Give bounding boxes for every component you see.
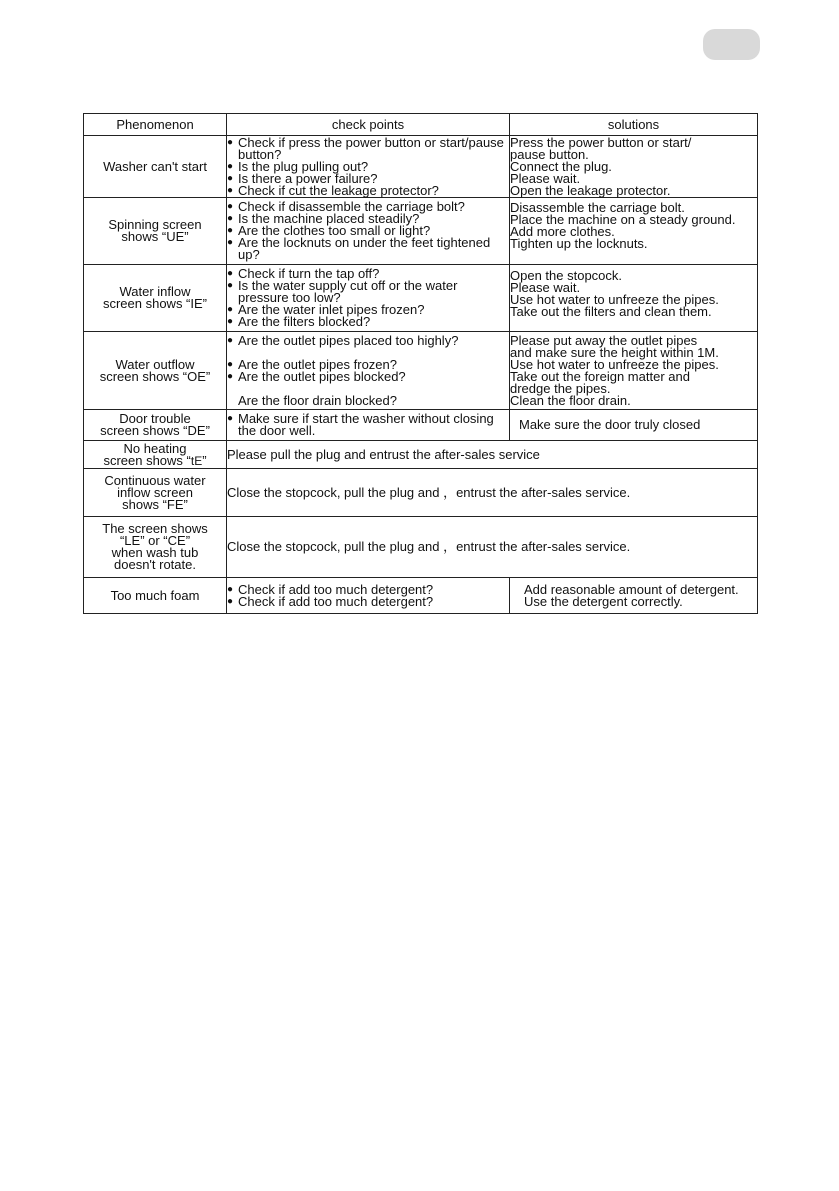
phenomenon-cell: Spinning screen shows “UE” [84,198,227,265]
header-phenomenon: Phenomenon [84,114,227,136]
phenomenon-cell: Washer can't start [84,136,227,198]
table-row [84,441,758,469]
bullet-icon: ● [227,583,234,595]
check-item: ● Are the locknuts on under the feet tightened up? [227,235,491,262]
phenomenon-cell: Water outflow screen shows “OE” [84,332,227,410]
check-item: ● Is the water supply cut off or the water pressure too low? [227,278,458,305]
bullet-icon: ● [227,201,234,212]
table-row [84,136,758,198]
action-cell: Close the stopcock, pull the plug and ，entrust the after-sales service. [227,469,758,517]
check-points-cell [227,332,510,410]
action-cell: Please pull the plug and entrust the after-sales service [227,441,758,469]
bullet-icon: ● [227,225,234,236]
solutions-cell: Please put away the outlet pipes and make sure the height within 1M. Use hot water to unfreeze the pipes. Take out the foreign matter and dredge the pipes. Clean the floor drain. [510,332,758,410]
check-item: ● Check if add too much detergent? [227,593,434,609]
bullet-icon: ● [227,358,234,370]
phenomenon-cell: Too much foam [84,578,227,614]
check-item: ● Are the filters blocked? [227,314,371,329]
check-item: ● Is there a power failure? [227,170,378,186]
check-item: ● Check if add too much detergent? [227,581,434,597]
bullet-icon: ● [227,136,234,148]
check-points-cell [227,410,510,441]
header-check-points: check points [227,114,510,136]
bullet-icon: ● [227,280,234,291]
bullet-icon: ● [227,184,234,196]
bullet-icon: ● [227,370,234,382]
phenomenon-cell: The screen shows “LE” or “CE” when wash tub doesn't rotate. [84,517,227,578]
bullet-icon: ● [227,413,234,424]
solutions-cell: Disassemble the carriage bolt. Place the machine on a steady ground. Add more clothes. Tighten up the locknuts. [510,198,758,265]
bullet-icon: ● [227,160,234,172]
check-item: ● Are the clothes too small or light? [227,223,431,238]
bullet-icon: ● [227,316,234,327]
check-item: ● Check if cut the leakage protector? [227,182,439,198]
check-points-cell [227,198,510,265]
table-row [84,578,758,614]
page-number-tab [703,29,760,60]
check-item: ● Check if disassemble the carriage bolt? [227,199,465,214]
troubleshooting-table [83,113,758,614]
check-item: ● Are the outlet pipes placed too highly? [227,332,459,348]
phenomenon-cell: Water inflow screen shows “IE” [84,265,227,332]
phenomenon-cell: Continuous water inflow screen shows “FE” [84,469,227,517]
check-item: ● Are the outlet pipes blocked? [227,368,406,384]
table-row [84,410,758,441]
check-item: ● Make sure if start the washer without closing the door well. [227,411,494,438]
check-item: ● Are the water inlet pipes frozen? [227,302,425,317]
check-points-cell [227,136,510,198]
table-row [84,517,758,578]
solutions-cell: Press the power button or start/ pause button. Connect the plug. Please wait. Open the leakage protector. [510,136,758,198]
table-header-row [84,114,758,136]
bullet-icon: ● [227,595,234,607]
solutions-cell: Open the stopcock. Please wait. Use hot water to unfreeze the pipes. Take out the filters and clean them. [510,265,758,332]
bullet-icon: ● [227,304,234,315]
check-item: ● Check if turn the tap off? [227,266,380,281]
table-row [84,198,758,265]
solutions-cell: Make sure the door truly closed [510,410,758,441]
table-row [84,332,758,410]
check-item: ● Is the plug pulling out? [227,158,369,174]
bullet-icon: ● [227,237,234,248]
phenomenon-cell: Door trouble screen shows “DE” [84,410,227,441]
solutions-cell: Add reasonable amount of detergent. Use the detergent correctly. [510,578,758,614]
phenomenon-cell: No heating screen shows “tE” [84,441,227,469]
check-points-cell [227,265,510,332]
bullet-icon: ● [227,268,234,279]
bullet-icon: ● [227,172,234,184]
check-item: ● Is the machine placed steadily? [227,211,420,226]
bullet-icon: ● [227,334,234,346]
bullet-icon: ● [227,213,234,224]
header-solutions: solutions [510,114,758,136]
check-points-cell [227,578,510,614]
check-item: ● Are the outlet pipes frozen? [227,356,397,372]
check-item: ● Check if press the power button or start/pause button? [227,134,504,162]
table-row [84,469,758,517]
table-row [84,265,758,332]
check-item: Are the floor drain blocked? [238,392,397,408]
action-cell: Close the stopcock, pull the plug and ，entrust the after-sales service. [227,517,758,578]
